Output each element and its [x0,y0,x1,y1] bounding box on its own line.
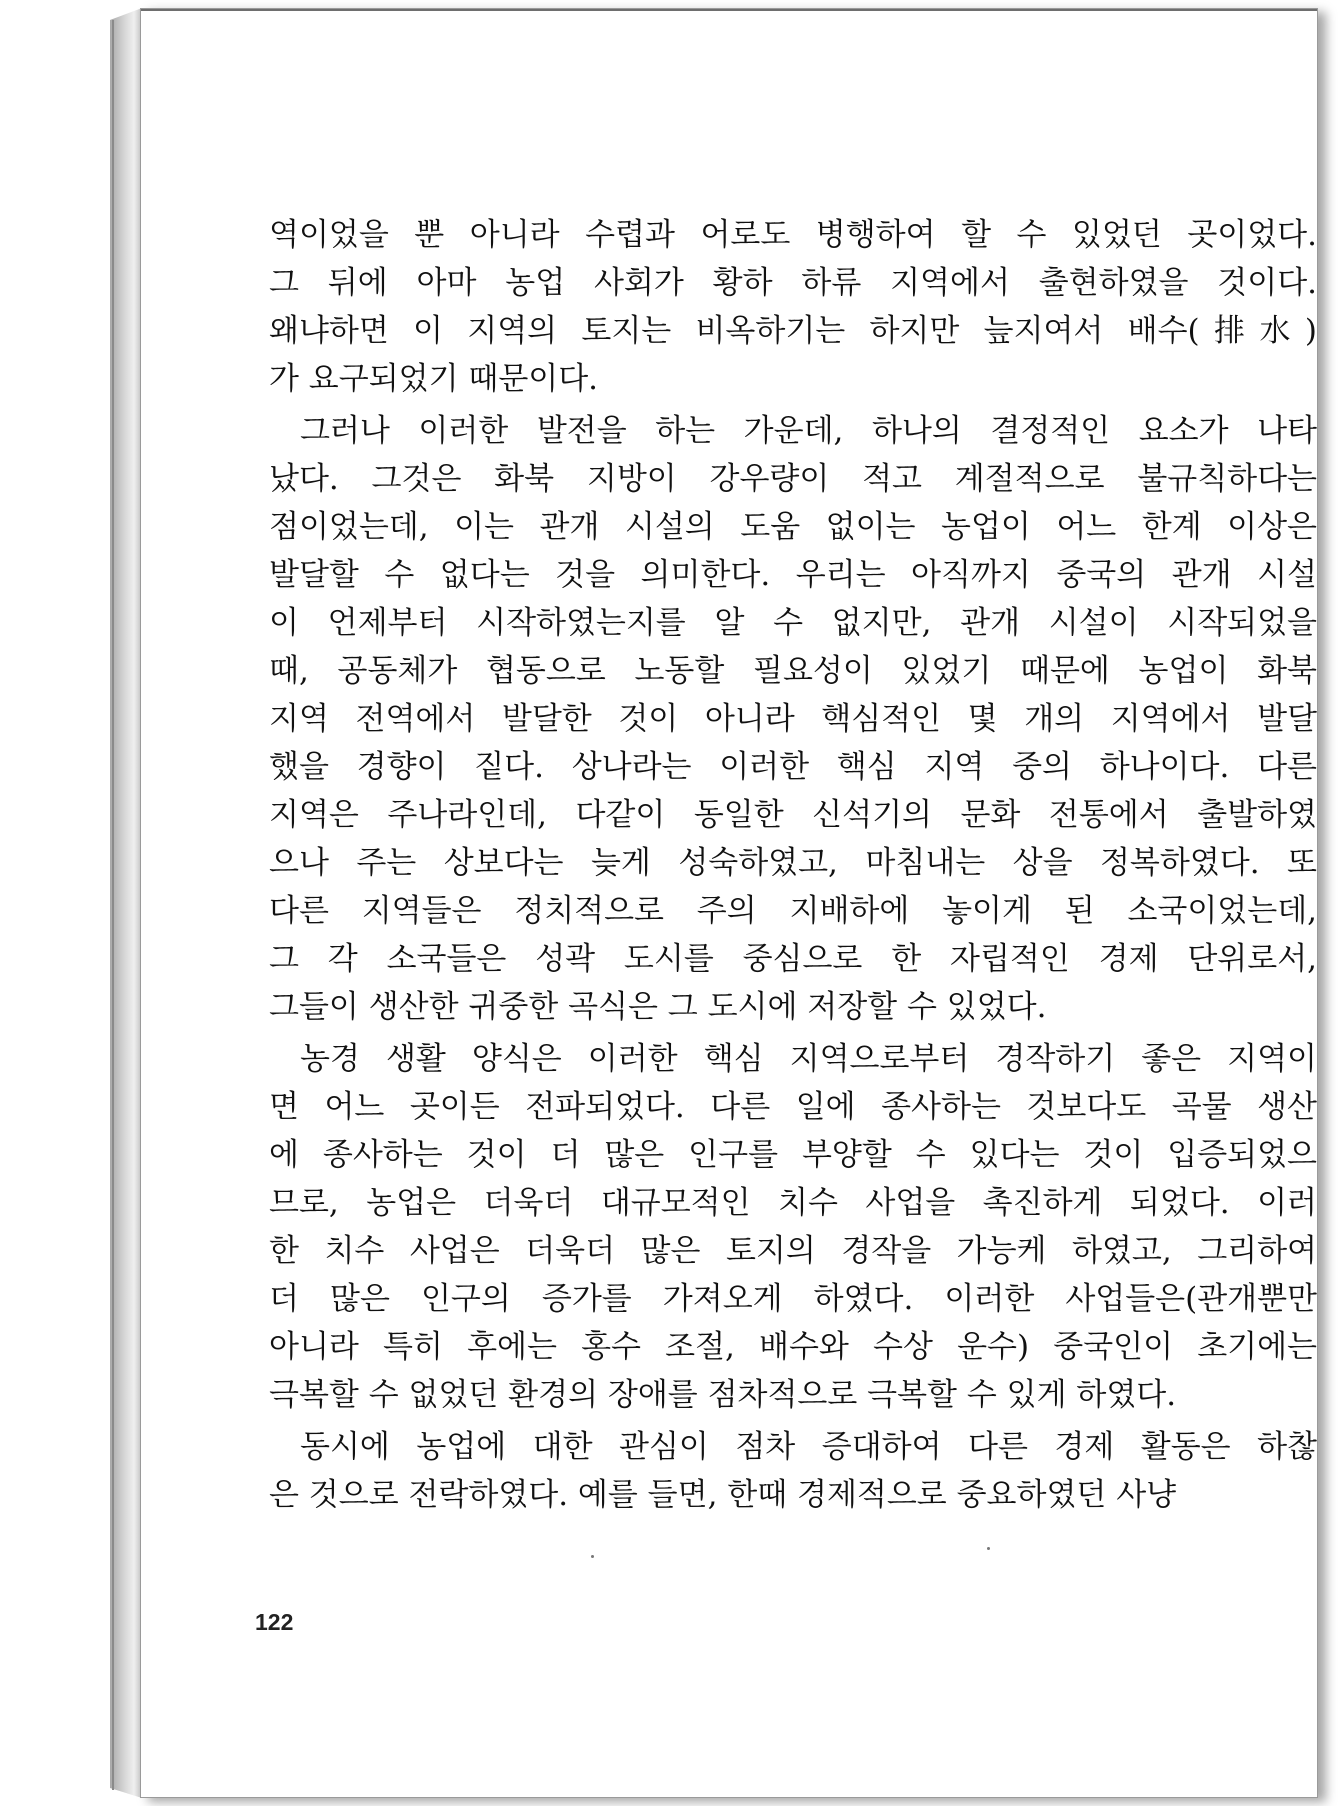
text-line: 발달할 수 없다는 것을 의미한다. 우리는 아직까지 중국의 관개 시설 [269,557,1317,593]
text-line: 났다. 그것은 화북 지방이 강우량이 적고 계절적으로 불규칙하다는 [269,461,1317,497]
text-line: 점이었는데, 이는 관개 시설의 도움 없이는 농업이 어느 한계 이상은 [269,509,1317,545]
text-line: 으나 주는 상보다는 늦게 성숙하였고, 마침내는 상을 정복하였다. 또 [269,845,1317,881]
text-line: 가 요구되었기 때문이다. [269,361,599,397]
text-line: 지역 전역에서 발달한 것이 아니라 핵심적인 몇 개의 지역에서 발달 [269,701,1317,737]
text-line: 한 치수 사업은 더욱더 많은 토지의 경작을 가능케 하였고, 그리하여 [269,1233,1317,1269]
text-line: 왜냐하면 이 지역의 토지는 비옥하기는 하지만 늪지여서 배수(排水) [269,313,1317,349]
book-page-edges [110,8,142,1798]
text-line: 때, 공동체가 협동으로 노동할 필요성이 있었기 때문에 농업이 화북 [269,653,1317,689]
text-line: 에 종사하는 것이 더 많은 인구를 부양할 수 있다는 것이 입증되었으 [269,1137,1317,1173]
text-line: 그러나 이러한 발전을 하는 가운데, 하나의 결정적인 요소가 나타 [300,413,1317,449]
text-line: 극복할 수 없었던 환경의 장애를 점차적으로 극복할 수 있게 하였다. [269,1377,1177,1413]
text-line: 동시에 농업에 대한 관심이 점차 증대하여 다른 경제 활동은 하찮 [300,1429,1317,1465]
scan-speck [591,1555,594,1558]
text-line: 더 많은 인구의 증가를 가져오게 하였다. 이러한 사업들은(관개뿐만 [269,1281,1317,1317]
page-body-text [269,211,1317,1519]
page-number: 122 [255,1609,294,1635]
text-line: 은 것으로 전락하였다. 예를 들면, 한때 경제적으로 중요하였던 사냥 [269,1477,1177,1513]
text-line: 다른 지역들은 정치적으로 주의 지배하에 놓이게 된 소국이었는데, [269,893,1317,929]
text-line: 아니라 특히 후에는 홍수 조절, 배수와 수상 운수) 중국인이 초기에는 [269,1329,1317,1365]
text-line: 지역은 주나라인데, 다같이 동일한 신석기의 문화 전통에서 출발하였 [269,797,1317,833]
scan-speck [987,1547,990,1550]
text-line: 그 뒤에 아마 농업 사회가 황하 하류 지역에서 출현하였을 것이다. [269,265,1317,301]
text-line: 므로, 농업은 더욱더 대규모적인 치수 사업을 촉진하게 되었다. 이러 [269,1185,1317,1221]
text-line: 이 언제부터 시작하였는지를 알 수 없지만, 관개 시설이 시작되었을 [269,605,1317,641]
text-line: 역이었을 뿐 아니라 수렵과 어로도 병행하여 할 수 있었던 곳이었다. [269,217,1317,253]
text-line: 그들이 생산한 귀중한 곡식은 그 도시에 저장할 수 있었다. [269,989,1047,1025]
book-spine-line [112,20,114,1790]
text-line: 그 각 소국들은 성곽 도시를 중심으로 한 자립적인 경제 단위로서, [269,941,1317,977]
text-line: 농경 생활 양식은 이러한 핵심 지역으로부터 경작하기 좋은 지역이 [300,1041,1317,1077]
page-top-border [141,9,1317,11]
text-line: 면 어느 곳이든 전파되었다. 다른 일에 종사하는 것보다도 곡물 생산 [269,1089,1317,1125]
book-page [140,8,1318,1798]
text-line: 했을 경향이 짙다. 상나라는 이러한 핵심 지역 중의 하나이다. 다른 [269,749,1317,785]
